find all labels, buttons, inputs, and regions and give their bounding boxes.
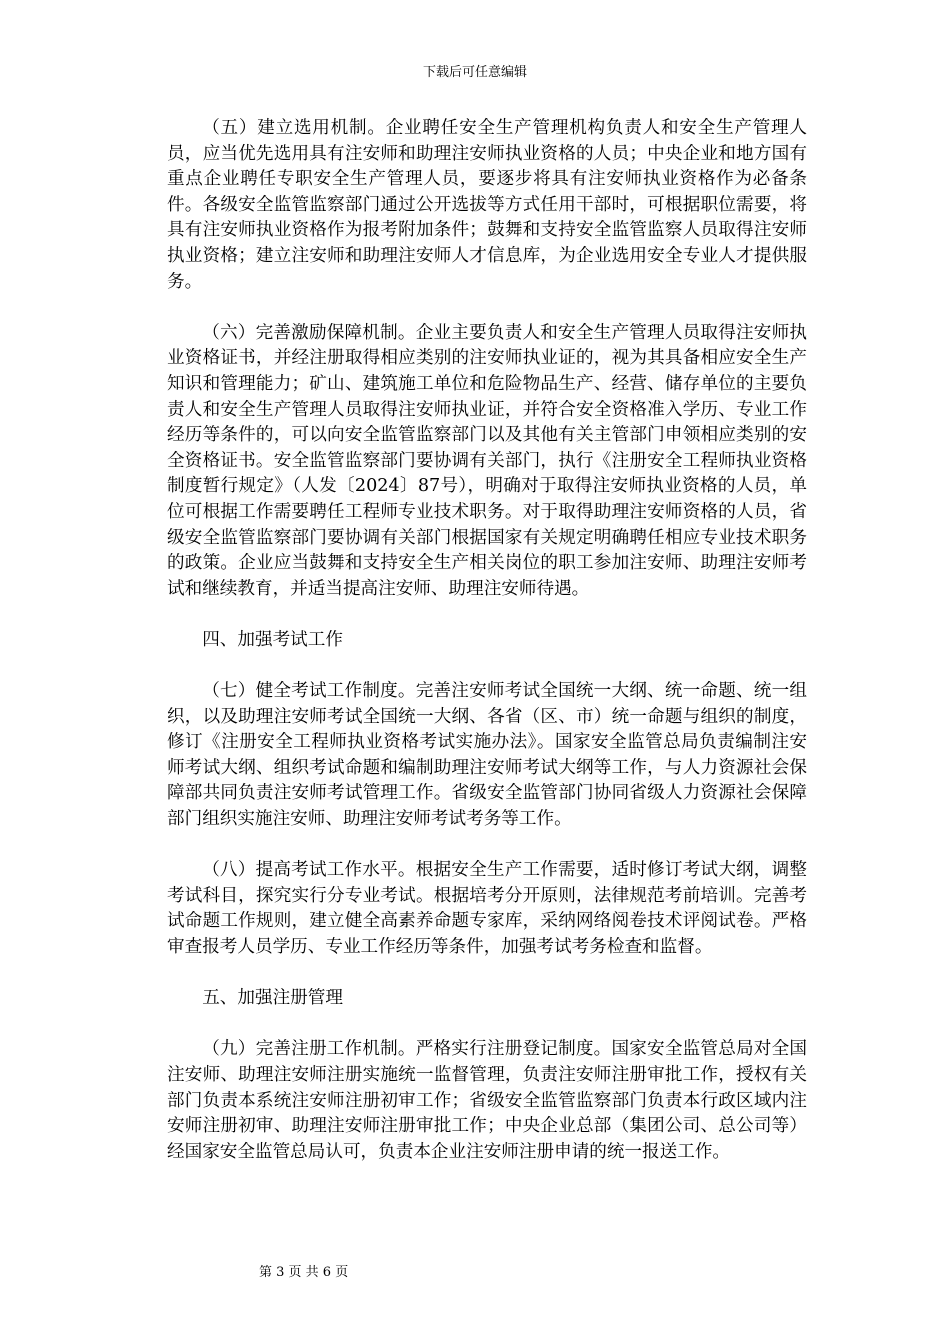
paragraph-5-selection-mechanism: （五）建立选用机制。企业聘任安全生产管理机构负责人和安全生产管理人员，应当优先选用具有注安师和助理注安师执业资格的人员；中央企业和地方国有重点企业聘任专职安全生产管理人员，要逐步将具有注安师执业资格作为必备条件。各级安全监管监察部门通过公开选拔等方式任用干部时，可根据职位需要，将具有注安师执业资格作为报考附加条件；鼓舞和支持安全监管监察人员取得注安师执业资格；建立注安师和助理注安师人才信息库，为企业选用安全专业人才提供服务。: [167, 118, 807, 292]
paragraph-6-incentive-mechanism: （六）完善激励保障机制。企业主要负责人和安全生产管理人员取得注安师执业资格证书，并经注册取得相应类别的注安师执业证的，视为其具备相应安全生产知识和管理能力；矿山、建筑施工单位和危险物品生产、经营、储存单位的主要负责人和安全生产管理人员取得注安师执业证，并符合安全资格准入学历、专业工作经历等条件的，可以向安全监管监察部门以及其他有关主管部门申领相应类别的安全资格证书。安全监管监察部门要协调有关部门，执行《注册安全工程师执业资格制度暂行规定》（人发〔2024〕87号），明确对于取得注安师执业资格的人员，单位可根据工作需要聘任工程师专业技术职务。对于取得助理注安师资格的人员，省级安全监管监察部门要协调有关部门根据国家有关规定明确聘任相应专业技术职务的政策。企业应当鼓舞和支持安全生产相关岗位的职工参加注安师、助理注安师考试和继续教育，并适当提高注安师、助理注安师待遇。: [167, 322, 807, 599]
page-number-footer: 第 3 页 共 6 页: [259, 1265, 349, 1280]
section-heading-registration: 五、加强注册管理: [202, 988, 343, 1009]
page-header: 下载后可任意编辑: [422, 65, 527, 80]
paragraph-7-exam-system: （七）健全考试工作制度。完善注安师考试全国统一大纲、统一命题、统一组织，以及助理注安师考试全国统一大纲、各省（区、市）统一命题与组织的制度，修订《注册安全工程师执业资格考试实施办法》。国家安全监管总局负责编制注安师考试大纲、组织考试命题和编制助理注安师考试大纲等工作，与人力资源社会保障部共同负责注安师考试管理工作。省级安全监管部门协同省级人力资源社会保障部门组织实施注安师、助理注安师考试考务等工作。: [167, 681, 807, 830]
document-body: [167, 116, 807, 1165]
paragraph-9-registration-mechanism: （九）完善注册工作机制。严格实行注册登记制度。国家安全监管总局对全国注安师、助理注安师注册实施统一监督管理，负责注安师注册审批工作，授权有关部门负责本系统注安师注册初审工作；省级安全监管监察部门负责本行政区域内注安师注册初审、助理注安师注册审批工作；中央企业总部（集团公司、总公司等）经国家安全监管总局认可，负责本企业注安师注册申请的统一报送工作。: [167, 1039, 807, 1162]
section-heading-exam-work: 四、加强考试工作: [202, 629, 343, 650]
paragraph-8-exam-quality: （八）提高考试工作水平。根据安全生产工作需要，适时修订考试大纲，调整考试科目，探究实行分专业考试。根据培考分开原则，法律规范考前培训。完善考试命题工作规则，建立健全高素养命题专家库，采纳网络阅卷技术评阅试卷。严格审查报考人员学历、专业工作经历等条件，加强考试考务检查和监督。: [167, 860, 807, 957]
